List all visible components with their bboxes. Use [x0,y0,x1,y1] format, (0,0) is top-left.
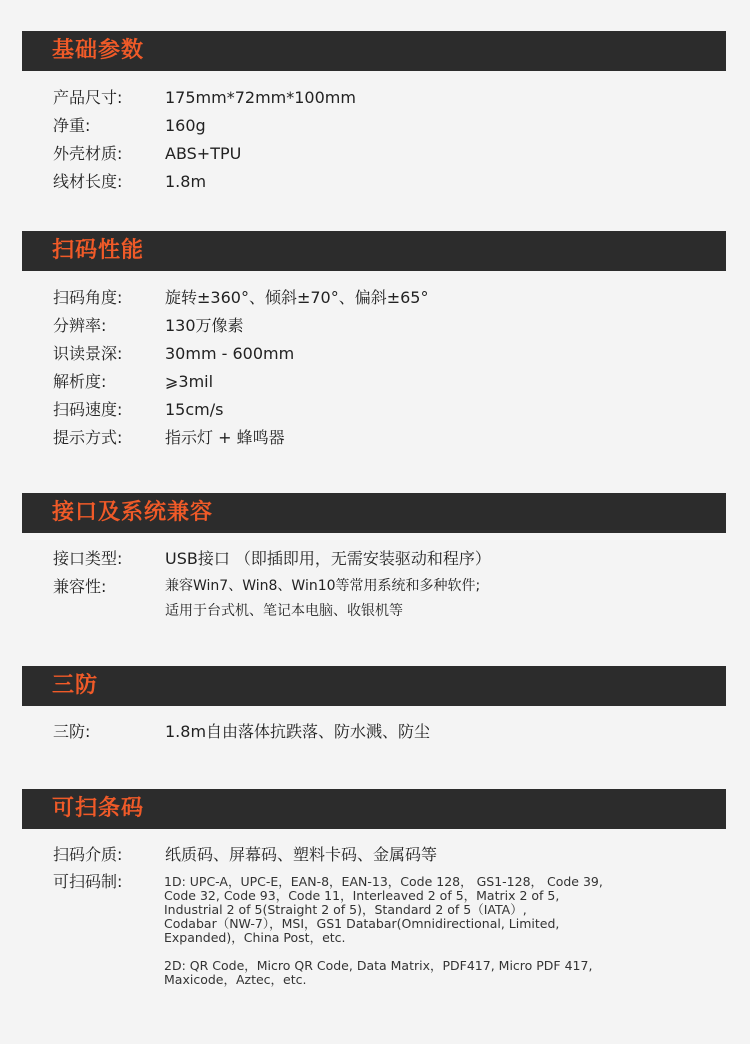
section-header-interface [22,493,726,533]
spec-row [0,285,750,311]
section-title: 三防 [52,673,99,698]
section-header-codes [22,789,726,829]
spec-label: 兼容性: [53,577,107,596]
spec-value: 兼容Win7、Win8、Win10等常用系统和多种软件; [165,578,481,594]
section-header-scan-performance [22,231,726,271]
barcode-line: Codabar（NW-7），MSI，GS1 Databar(Omnidirectional, Limited, [164,916,560,931]
spec-row [0,313,750,339]
spec-value: 适用于台式机、笔记本电脑、收银机等 [165,603,403,619]
spec-label: 净重: [53,116,91,135]
spec-label: 扫码速度: [53,400,123,419]
spec-label: 外壳材质: [53,144,123,163]
spec-row [0,341,750,367]
spec-row [0,169,750,195]
barcode-line: Expanded)，China Post，etc. [164,930,346,945]
spec-label: 分辨率: [53,316,107,335]
spec-label: 产品尺寸: [53,88,123,107]
spec-value: 15cm/s [165,400,224,419]
spec-row [0,546,750,572]
section-title: 基础参数 [52,38,145,63]
spec-label: 接口类型: [53,549,123,568]
spec-row [0,397,750,423]
barcode-line: Code 32, Code 93，Code 11，Interleaved 2 of 5，Matrix 2 of 5, [164,888,560,903]
section-header-basic [22,31,726,71]
spec-row [0,719,750,745]
spec-row [0,574,750,600]
barcode-1d-list [164,875,694,945]
spec-label: 解析度: [53,372,107,391]
spec-label: 三防: [53,722,91,741]
spec-label: 扫码角度: [53,288,123,307]
spec-label: 扫码介质: [53,845,123,864]
spec-label: 识读景深: [53,344,123,363]
spec-row [0,842,750,868]
spec-row [0,113,750,139]
spec-value: 175mm*72mm*100mm [165,88,356,107]
spec-row-continuation [0,599,750,625]
spec-value: 1.8m [165,172,207,191]
spec-value: 旋转±360°、倾斜±70°、偏斜±65° [165,288,429,307]
spec-row [0,85,750,111]
spec-value: 130万像素 [165,316,244,335]
spec-label: 提示方式: [53,428,123,447]
barcode-line: Maxicode，Aztec，etc. [164,972,307,987]
spec-row [0,369,750,395]
spec-value: 指示灯 + 蜂鸣器 [165,428,285,447]
spec-row [0,141,750,167]
spec-label: 线材长度: [53,172,123,191]
section-title: 扫码性能 [52,238,145,263]
spec-row [0,425,750,451]
spec-value: 160g [165,116,206,135]
spec-value: 纸质码、屏幕码、塑料卡码、金属码等 [165,845,438,864]
barcode-line: 2D: QR Code，Micro QR Code, Data Matrix，PDF417, Micro PDF 417, [164,958,593,973]
spec-label: 可扫码制: [53,872,123,891]
spec-value: 1.8m自由落体抗跌落、防水溅、防尘 [165,722,431,741]
section-title: 可扫条码 [52,796,145,821]
spec-value: ABS+TPU [165,144,242,163]
spec-value: 30mm - 600mm [165,344,295,363]
barcode-line: Industrial 2 of 5(Straight 2 of 5)，Standard 2 of 5（IATA）, [164,902,527,917]
spec-value: USB接口 （即插即用，无需安装驱动和程序） [165,549,491,568]
section-header-protection [22,666,726,706]
section-title: 接口及系统兼容 [52,500,214,525]
barcode-2d-list [164,959,694,987]
barcode-line: 1D: UPC-A，UPC-E，EAN-8，EAN-13，Code 128， GS1-128， Code 39, [164,874,603,889]
spec-value: ⩾3mil [165,372,214,391]
